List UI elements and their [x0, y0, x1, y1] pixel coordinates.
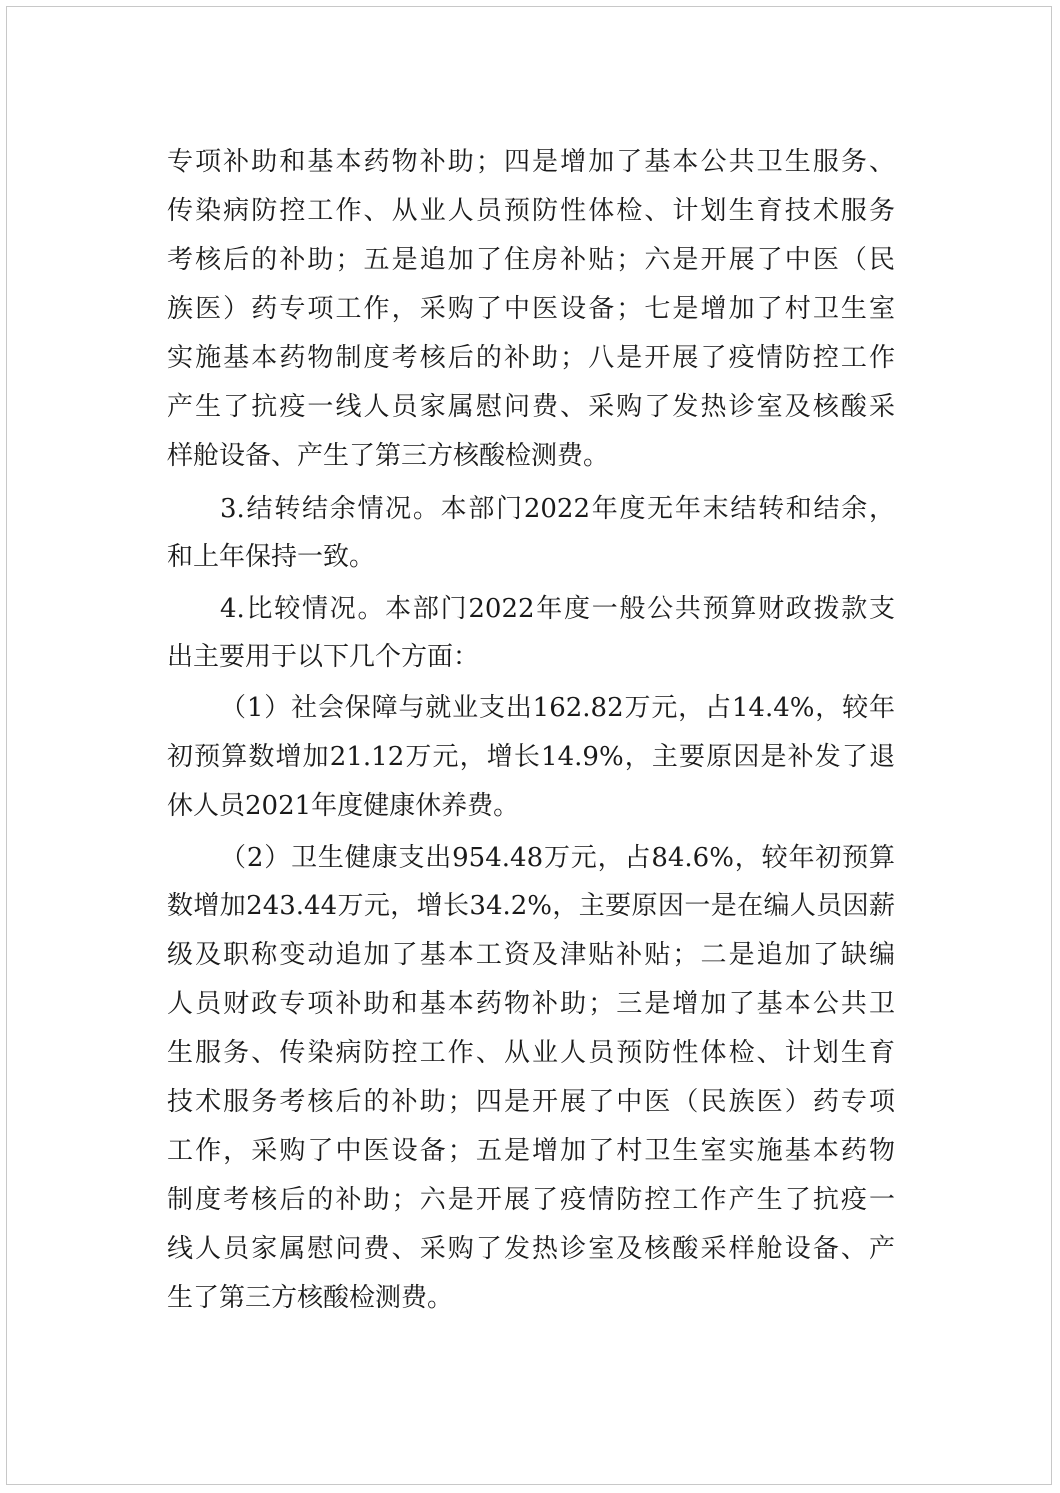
paragraph-line: 考核后的补助；五是追加了住房补贴；六是开展了中医（民 — [167, 245, 895, 275]
paragraph-line: 数增加243.44万元，增长34.2%，主要原因一是在编人员因薪 — [167, 891, 895, 921]
paragraph-line: 产生了抗疫一线人员家属慰问费、采购了发热诊室及核酸采 — [167, 392, 895, 422]
paragraph-line: 初预算数增加21.12万元，增长14.9%，主要原因是补发了退 — [167, 742, 895, 772]
paragraph-line: 线人员家属慰问费、采购了发热诊室及核酸采样舱设备、产 — [167, 1234, 895, 1264]
paragraph-line: 样舱设备、产生了第三方核酸检测费。 — [167, 441, 610, 471]
paragraph-line: 实施基本药物制度考核后的补助；八是开展了疫情防控工作 — [167, 343, 895, 373]
paragraph-line: 级及职称变动追加了基本工资及津贴补贴；二是追加了缺编 — [167, 940, 895, 970]
paragraph-line: 生服务、传染病防控工作、从业人员预防性体检、计划生育 — [167, 1038, 895, 1068]
paragraph-line: 专项补助和基本药物补助；四是增加了基本公共卫生服务、 — [167, 147, 895, 177]
list-item-2: （2）卫生健康支出954.48万元，占84.6%，较年初预算 — [220, 843, 895, 873]
paragraph-line: 出主要用于以下几个方面： — [167, 642, 480, 672]
paragraph-line: 休人员2021年度健康休养费。 — [167, 791, 520, 821]
section-heading-comparison: 4.比较情况。本部门2022年度一般公共预算财政拨款支 — [220, 594, 895, 624]
paragraph-line: 生了第三方核酸检测费。 — [167, 1283, 454, 1313]
paragraph-line: 制度考核后的补助；六是开展了疫情防控工作产生了抗疫一 — [167, 1185, 895, 1215]
paragraph-line: 族医）药专项工作，采购了中医设备；七是增加了村卫生室 — [167, 294, 895, 324]
paragraph-line: 技术服务考核后的补助；四是开展了中医（民族医）药专项 — [167, 1087, 895, 1117]
section-heading-carryover: 3.结转结余情况。本部门2022年度无年末结转和结余， — [220, 494, 895, 524]
list-item-1: （1）社会保障与就业支出162.82万元，占14.4%，较年 — [220, 693, 895, 723]
paragraph-line: 传染病防控工作、从业人员预防性体检、计划生育技术服务 — [167, 196, 895, 226]
paragraph-line: 人员财政专项补助和基本药物补助；三是增加了基本公共卫 — [167, 989, 895, 1019]
paragraph-line: 和上年保持一致。 — [167, 542, 376, 572]
paragraph-line: 工作，采购了中医设备；五是增加了村卫生室实施基本药物 — [167, 1136, 895, 1166]
